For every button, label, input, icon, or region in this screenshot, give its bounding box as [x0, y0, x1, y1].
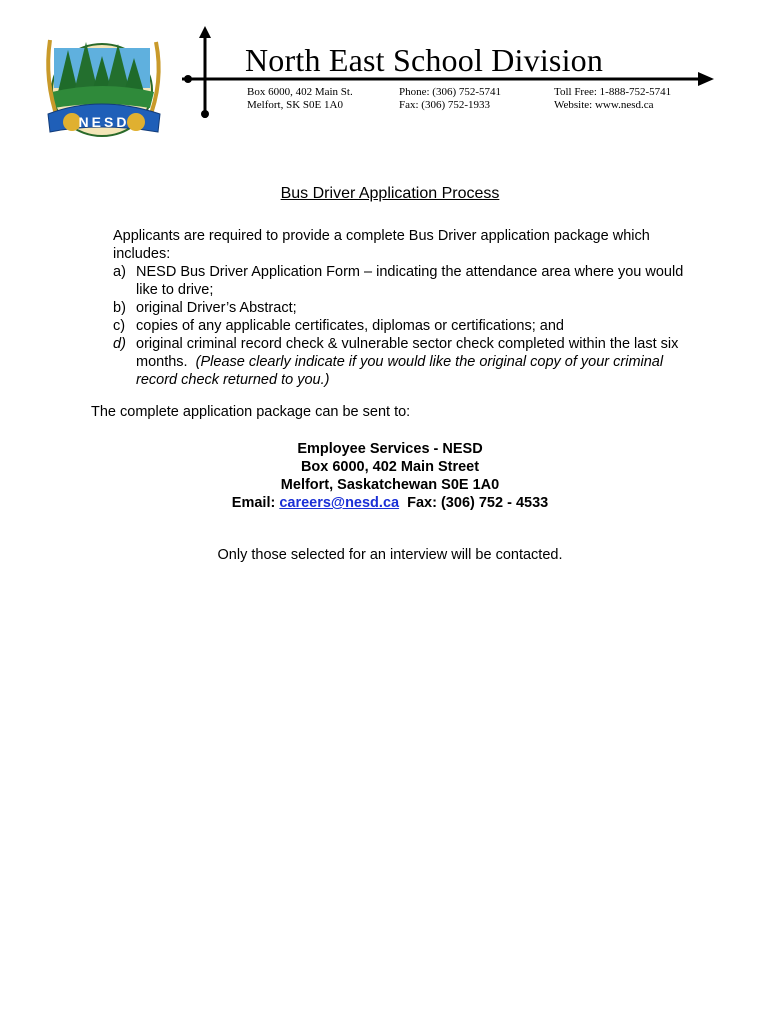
list-item-text: NESD Bus Driver Application Form – indicating the attendance area where you would like to drive; — [136, 264, 684, 298]
list-item — [113, 299, 693, 317]
list-item — [113, 335, 693, 389]
list-item-text: original criminal record check & vulnerable sector check completed within the last six months. — [136, 336, 679, 370]
list-marker: a) — [113, 264, 126, 280]
logo-text: NESD — [78, 114, 130, 130]
fax-number: Fax: (306) 752-1933 — [399, 99, 491, 111]
phone-fax-block — [399, 86, 501, 112]
address-line-2: Melfort, SK S0E 1A0 — [247, 99, 343, 111]
email-label: Email: — [231, 495, 276, 511]
contact-line — [0, 494, 770, 512]
toll-free-number: Toll Free: 1-888-752-5741 — [554, 86, 672, 98]
recipient-address — [0, 440, 770, 512]
website: Website: www.nesd.ca — [554, 99, 654, 111]
list-item — [113, 317, 693, 335]
phone-number: Phone: (306) 752-5741 — [399, 86, 502, 98]
list-item — [113, 263, 693, 299]
address-line-1: Box 6000, 402 Main St. — [247, 86, 353, 98]
address-block-header — [247, 86, 353, 112]
email-link[interactable]: careers@nesd.ca — [279, 495, 400, 511]
intro-paragraph: Applicants are required to provide a complete Bus Driver application package which includes: — [113, 228, 650, 262]
document-title: Bus Driver Application Process — [280, 185, 500, 202]
list-marker: c) — [113, 318, 126, 334]
list-marker: d) — [113, 336, 126, 352]
organization-name: North East School Division — [245, 42, 604, 78]
requirements-list — [113, 263, 693, 389]
send-instructions: The complete application package can be sent to: — [91, 404, 411, 420]
list-item-text: copies of any applicable certificates, diplomas or certifications; and — [136, 318, 564, 334]
recipient-line-3: Melfort, Saskatchewan S0E 1A0 — [280, 477, 500, 493]
recipient-line-2: Box 6000, 402 Main Street — [300, 459, 480, 475]
toll-free-website-block — [554, 86, 671, 112]
closing-note: Only those selected for an interview will be contacted. — [217, 547, 563, 563]
recipient-line-1: Employee Services - NESD — [297, 441, 483, 457]
recipient-fax: Fax: (306) 752 - 4533 — [407, 495, 549, 511]
list-marker: b) — [113, 300, 126, 316]
return-copy-note: (Please clearly indicate if you would like the original copy of your criminal record check returned to you.) — [136, 354, 664, 388]
nesd-logo — [40, 30, 168, 142]
list-item-text: original Driver’s Abstract; — [136, 300, 297, 316]
